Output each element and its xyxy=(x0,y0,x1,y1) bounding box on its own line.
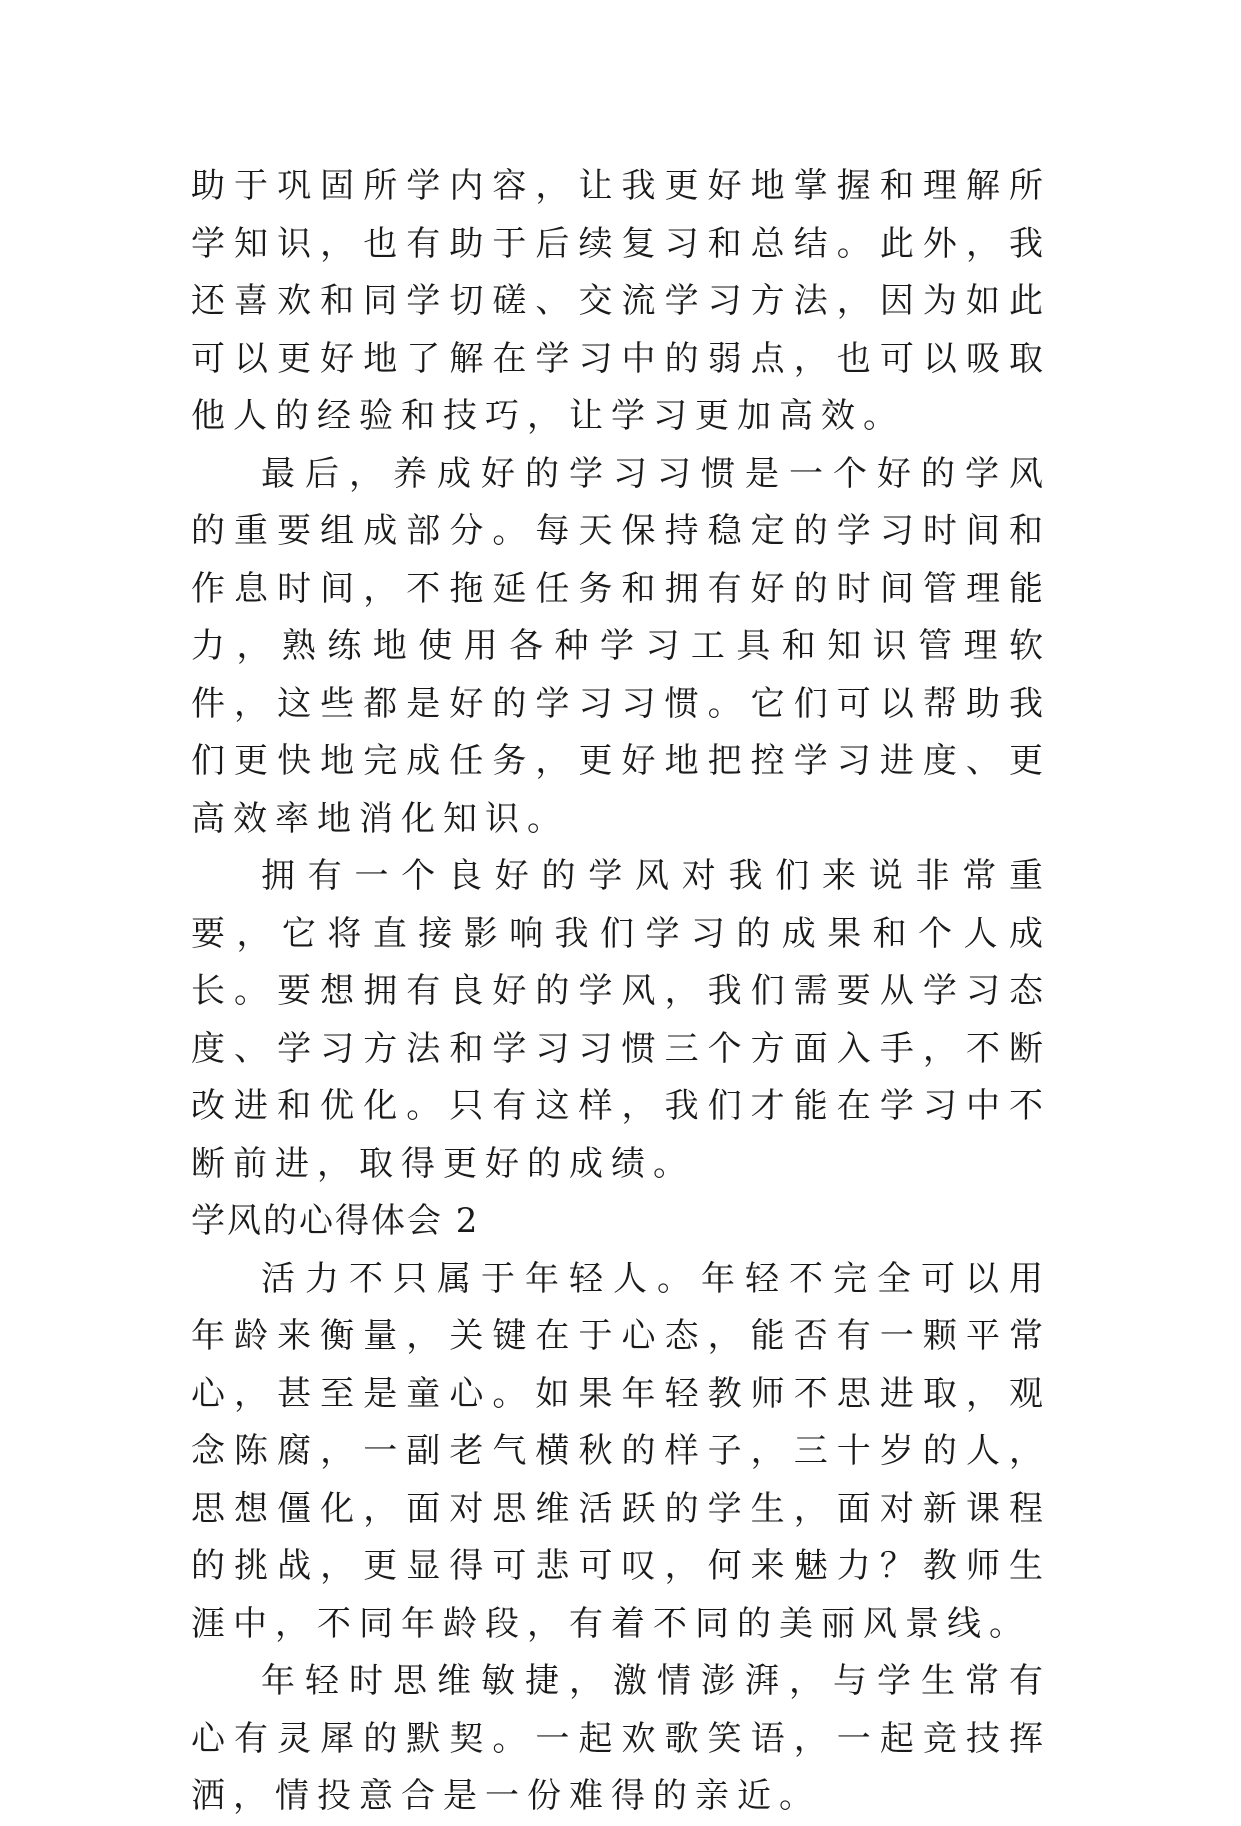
paragraph: 活力不只属于年轻人。年轻不完全可以用年龄来衡量，关键在于心态，能否有一颗平常心，甚至是童心。如果年轻教师不思进取，观念陈腐，一副老气横秋的样子，三十岁的人，思想僵化，面对思维活跃的学生，面对新课程的挑战，更显得可悲可叹，何来魅力？教师生涯中，不同年龄段，有着不同的美丽风景线。 xyxy=(191,1258,1051,1644)
paragraph: 助于巩固所学内容，让我更好地掌握和理解所学知识，也有助于后续复习和总结。此外，我还喜欢和同学切磋、交流学习方法，因为如此可以更好地了解在学习中的弱点，也可以吸取他人的经验和技巧，让学习更加高效。 xyxy=(191,166,1051,436)
paragraph: 年轻时思维敏捷，激情澎湃，与学生常有心有灵犀的默契。一起欢歌笑语，一起竞技挥洒，情投意合是一份难得的亲近。 xyxy=(191,1661,1051,1816)
paragraph: 拥有一个良好的学风对我们来说非常重要，它将直接影响我们学习的成果和个人成长。要想拥有良好的学风，我们需要从学习态度、学习方法和学习习惯三个方面入手，不断改进和优化。只有这样，我们才能在学习中不断前进，取得更好的成绩。 xyxy=(191,856,1051,1184)
paragraph: 最后，养成好的学习习惯是一个好的学风的重要组成部分。每天保持稳定的学习时间和作息时间，不拖延任务和拥有好的时间管理能力，熟练地使用各种学习工具和知识管理软件，这些都是好的学习习惯。它们可以帮助我们更快地完成任务，更好地把控学习进度、更高效率地消化知识。 xyxy=(191,453,1051,839)
section-title: 学风的心得体会 2 xyxy=(191,1201,480,1241)
document-body xyxy=(191,158,1051,1826)
